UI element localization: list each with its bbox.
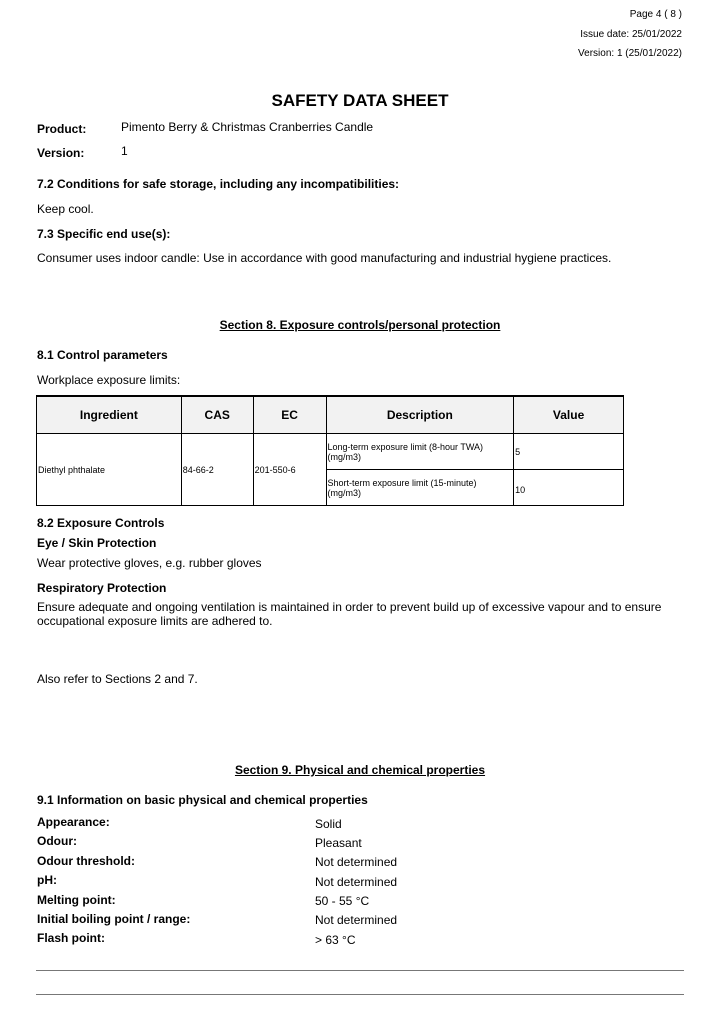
product-label: Product:: [37, 122, 87, 136]
property-value: Not determined: [315, 855, 398, 869]
issue-date: Issue date: 25/01/2022: [580, 29, 682, 40]
table-header-row: [37, 396, 624, 434]
section-8-title: Section 8. Exposure controls/personal protection: [219, 318, 501, 332]
eye-skin-heading: Eye / Skin Protection: [37, 536, 157, 550]
footer-divider: [36, 970, 684, 971]
s8-2-heading: 8.2 Exposure Controls: [37, 516, 165, 530]
page-number: Page 4 ( 8 ): [629, 9, 682, 20]
version-info: Version: 1 (25/01/2022): [578, 48, 682, 59]
property-value: 50 - 55 °C: [315, 894, 370, 908]
table-header-value: Value: [514, 396, 624, 434]
ingredient-cell: Diethyl phthalate: [37, 434, 182, 506]
cas-cell: 84-66-2: [181, 434, 253, 506]
property-label: Flash point:: [37, 931, 105, 945]
property-label: pH:: [37, 873, 57, 887]
property-value: Not determined: [315, 913, 398, 927]
property-value: Solid: [315, 817, 342, 831]
property-value: Pleasant: [315, 836, 362, 850]
property-label: Odour:: [37, 834, 77, 848]
property-label: Initial boiling point / range:: [37, 912, 191, 926]
property-label: Appearance:: [37, 815, 110, 829]
table-header-ec: EC: [253, 396, 326, 434]
exposure-limits-table: [36, 395, 624, 506]
value-cell: 5: [514, 434, 624, 470]
eye-skin-text: Wear protective gloves, e.g. rubber gloves: [37, 556, 262, 570]
s7-2-heading: 7.2 Conditions for safe storage, including any incompatibilities:: [37, 177, 400, 191]
s9-1-heading: 9.1 Information on basic physical and chemical properties: [37, 793, 368, 807]
description-cell: Short-term exposure limit (15-minute) (mg/m3): [326, 470, 514, 506]
document-title: SAFETY DATA SHEET: [271, 91, 449, 110]
s7-3-text: Consumer uses indoor candle: Use in accordance with good manufacturing and industrial hygiene practices.: [37, 251, 612, 265]
property-value: > 63 °C: [315, 933, 356, 947]
also-refer-text: Also refer to Sections 2 and 7.: [37, 672, 198, 686]
table-header-ingredient: Ingredient: [37, 396, 182, 434]
description-cell: Long-term exposure limit (8-hour TWA) (mg/m3): [326, 434, 514, 470]
s8-1-heading: 8.1 Control parameters: [37, 348, 168, 362]
ec-cell: 201-550-6: [253, 434, 326, 506]
product-value: Pimento Berry & Christmas Cranberries Candle: [121, 120, 374, 134]
version-value: 1: [121, 144, 128, 158]
s7-2-text: Keep cool.: [37, 202, 94, 216]
s7-3-heading: 7.3 Specific end use(s):: [37, 227, 171, 241]
table-row: [37, 434, 624, 470]
table-header-description: Description: [326, 396, 514, 434]
version-label: Version:: [37, 146, 85, 160]
property-label: Odour threshold:: [37, 854, 135, 868]
section-9-title: Section 9. Physical and chemical properties: [234, 763, 486, 777]
property-label: Melting point:: [37, 893, 116, 907]
property-value: Not determined: [315, 875, 398, 889]
table-header-cas: CAS: [181, 396, 253, 434]
respiratory-text: Ensure adequate and ongoing ventilation is maintained in order to prevent build up of excessive vapour and to ensure occupational exposure limits are adhered to.: [37, 600, 662, 628]
respiratory-heading: Respiratory Protection: [37, 581, 167, 595]
workplace-limits-label: Workplace exposure limits:: [37, 373, 181, 387]
footer-divider: [36, 994, 684, 995]
value-cell: 10: [514, 470, 624, 506]
